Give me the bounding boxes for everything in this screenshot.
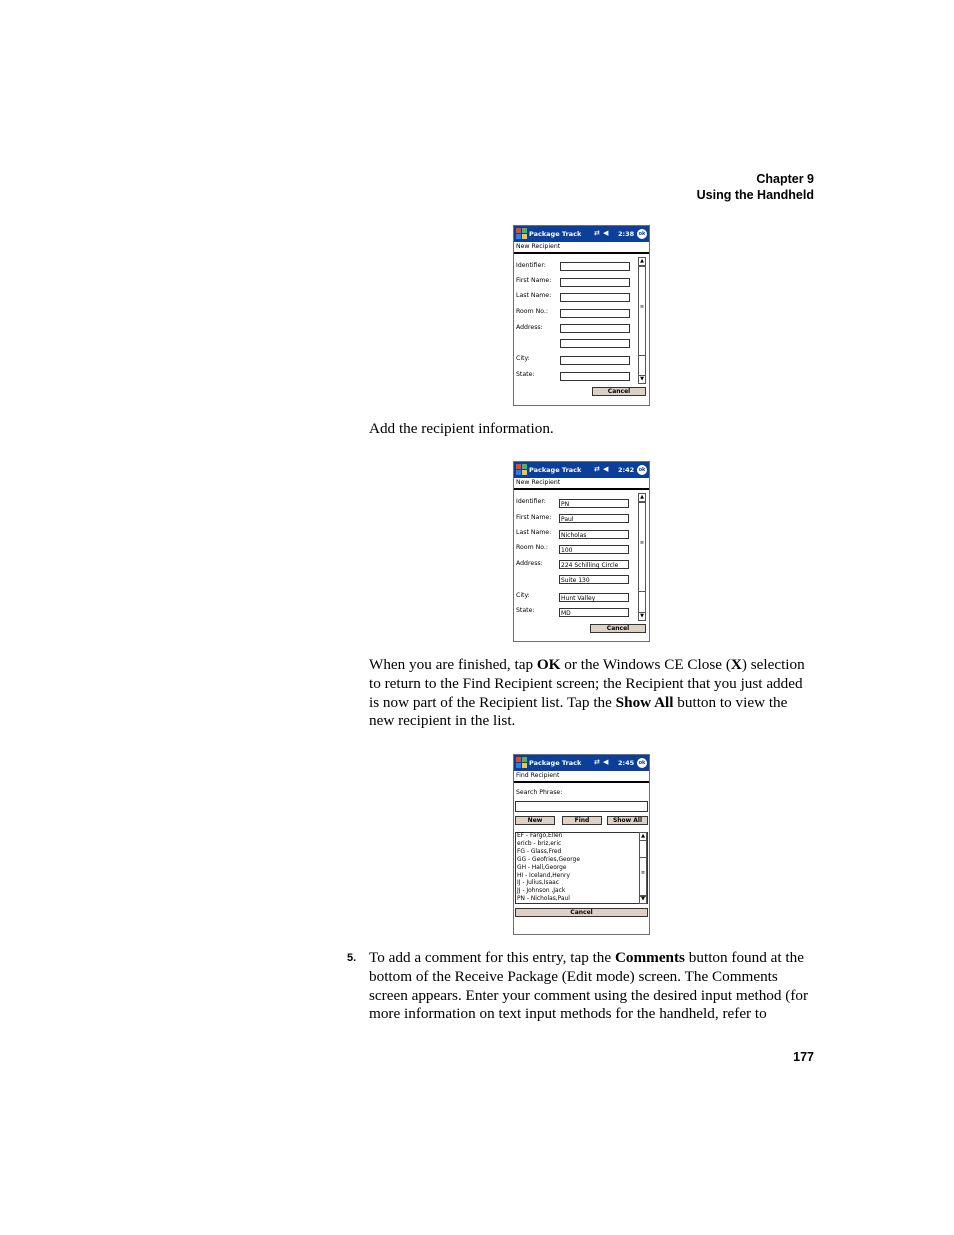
caption-add-recipient: Add the recipient information. (369, 420, 554, 437)
bold-x: X (730, 656, 742, 673)
list-item[interactable]: EF - Fargo,Ellen (517, 833, 563, 839)
recipient-list[interactable] (515, 832, 648, 904)
address-field-2[interactable] (560, 339, 630, 348)
instructions-paragraph (369, 656, 814, 731)
screen-subtitle: New Recipient (514, 478, 649, 490)
list-item[interactable]: IJ - Julius,Isaac (517, 880, 560, 887)
pda-screen-new-recipient-filled (513, 461, 650, 642)
title-bar (514, 226, 649, 242)
screen-subtitle: New Recipient (514, 242, 649, 254)
volume-icon[interactable]: ◀ (603, 229, 609, 237)
list-scrollbar[interactable] (639, 832, 647, 904)
room-no-field[interactable]: 100 (559, 545, 629, 554)
search-input[interactable] (515, 801, 648, 812)
pda-screen-new-recipient-empty (513, 225, 650, 406)
room-no-field[interactable] (560, 309, 630, 318)
scroll-down-icon[interactable]: ▼ (641, 896, 645, 902)
room-no-label: Room No.: (516, 544, 548, 551)
state-field[interactable] (560, 372, 630, 381)
first-name-field[interactable]: Paul (559, 514, 629, 523)
vertical-scrollbar[interactable] (638, 493, 646, 621)
address-field-2[interactable]: Suite 130 (559, 575, 629, 584)
city-label: City: (516, 355, 530, 362)
app-title: Package Track (529, 230, 582, 238)
cancel-button[interactable]: Cancel (590, 624, 646, 633)
search-phrase-label: Search Phrase: (516, 789, 563, 796)
state-label: State: (516, 371, 535, 378)
bold-comments: Comments (614, 949, 685, 966)
address-label: Address: (516, 324, 543, 331)
state-label: State: (516, 607, 535, 614)
text-run: button to view the new recipient in the list. (369, 693, 788, 730)
city-label: City: (516, 592, 530, 599)
first-name-label: First Name: (516, 514, 552, 521)
cancel-button[interactable]: Cancel (592, 387, 646, 396)
page-number: 177 (793, 1050, 814, 1064)
app-title: Package Track (529, 759, 582, 767)
first-name-label: First Name: (516, 277, 552, 284)
last-name-field[interactable]: Nicholas (559, 530, 629, 539)
app-title: Package Track (529, 466, 582, 474)
connectivity-icon[interactable]: ⇄ (594, 229, 600, 237)
cancel-button[interactable]: Cancel (515, 908, 648, 917)
new-button[interactable]: New (515, 816, 555, 825)
section-label: Using the Handheld (696, 188, 814, 202)
vertical-scrollbar[interactable] (638, 257, 646, 384)
clock[interactable]: 2:38 (618, 230, 635, 238)
chapter-label: Chapter 9 (756, 172, 814, 186)
clock[interactable]: 2:45 (618, 759, 635, 767)
text-run: To add a comment for this entry, tap the (369, 949, 615, 966)
title-bar (514, 462, 649, 478)
pda-screen-find-recipient (513, 754, 650, 935)
windows-start-icon[interactable] (516, 464, 527, 475)
identifier-field[interactable]: PN (559, 499, 629, 508)
find-button[interactable]: Find (562, 816, 602, 825)
list-item[interactable]: ericb - briz,eric (517, 840, 562, 847)
state-field[interactable]: MD (559, 608, 629, 617)
bold-ok: OK (536, 656, 561, 673)
room-no-label: Room No.: (516, 308, 548, 315)
identifier-field[interactable] (560, 262, 630, 271)
address-label: Address: (516, 560, 543, 567)
scroll-down-icon[interactable]: ▼ (640, 376, 644, 382)
scroll-thumb[interactable]: ≡ (639, 502, 645, 592)
list-item[interactable]: HI - Iceland,Henry (517, 872, 570, 879)
list-item[interactable]: FG - Glass,Fred (517, 848, 562, 855)
scroll-thumb[interactable]: ≡ (640, 857, 646, 897)
clock[interactable]: 2:42 (618, 466, 635, 474)
step-number: 5. (347, 952, 357, 964)
bold-show-all: Show All (615, 693, 674, 711)
scroll-up-icon[interactable]: ▲ (641, 833, 645, 839)
scroll-down-icon[interactable]: ▼ (640, 613, 644, 619)
identifier-label: Identifier: (516, 262, 546, 269)
connectivity-icon[interactable]: ⇄ (594, 758, 600, 766)
ok-button[interactable]: ok (638, 760, 646, 766)
list-item[interactable]: JJ - Johnson ,Jack (517, 888, 566, 895)
scroll-up-icon[interactable]: ▲ (640, 258, 644, 264)
address-field-1[interactable]: 224 Schilling Circle (559, 560, 629, 569)
step5-paragraph (369, 949, 814, 1024)
list-item[interactable]: GH - Hall,George (517, 864, 567, 871)
ok-button[interactable]: ok (638, 467, 646, 473)
text-run: When you are finished, tap (369, 656, 537, 673)
screen-subtitle: Find Recipient (514, 771, 649, 783)
windows-start-icon[interactable] (516, 228, 527, 239)
volume-icon[interactable]: ◀ (603, 758, 609, 766)
city-field[interactable] (560, 356, 630, 365)
city-field[interactable]: Hunt Valley (559, 593, 629, 602)
scroll-up-icon[interactable]: ▲ (640, 494, 644, 500)
first-name-field[interactable] (560, 278, 630, 287)
connectivity-icon[interactable]: ⇄ (594, 465, 600, 473)
volume-icon[interactable]: ◀ (603, 465, 609, 473)
show-all-button[interactable]: Show All (607, 816, 648, 825)
address-field-1[interactable] (560, 324, 630, 333)
windows-start-icon[interactable] (516, 757, 527, 768)
last-name-label: Last Name: (516, 529, 552, 536)
text-run: ) selection to return to the Find Recipient screen; the Recipient that you just added is now part of the Recipient list. Tap the (369, 656, 805, 711)
list-item[interactable]: GG - Geofries,George (517, 856, 580, 863)
last-name-field[interactable] (560, 293, 630, 302)
scroll-thumb[interactable]: ≡ (639, 266, 645, 356)
list-item[interactable]: PN - Nicholas,Paul (517, 896, 570, 903)
title-bar (514, 755, 649, 771)
ok-button[interactable]: ok (638, 231, 646, 237)
identifier-label: Identifier: (516, 498, 546, 505)
text-run: button found at the bottom of the Receive Package (Edit mode) screen. The Comments screen appears. Enter your comment using the desired input method (for more information on text input methods for the handheld, refer to (369, 949, 809, 1023)
text-run: or the Windows CE Close ( (560, 656, 731, 673)
last-name-label: Last Name: (516, 292, 552, 299)
